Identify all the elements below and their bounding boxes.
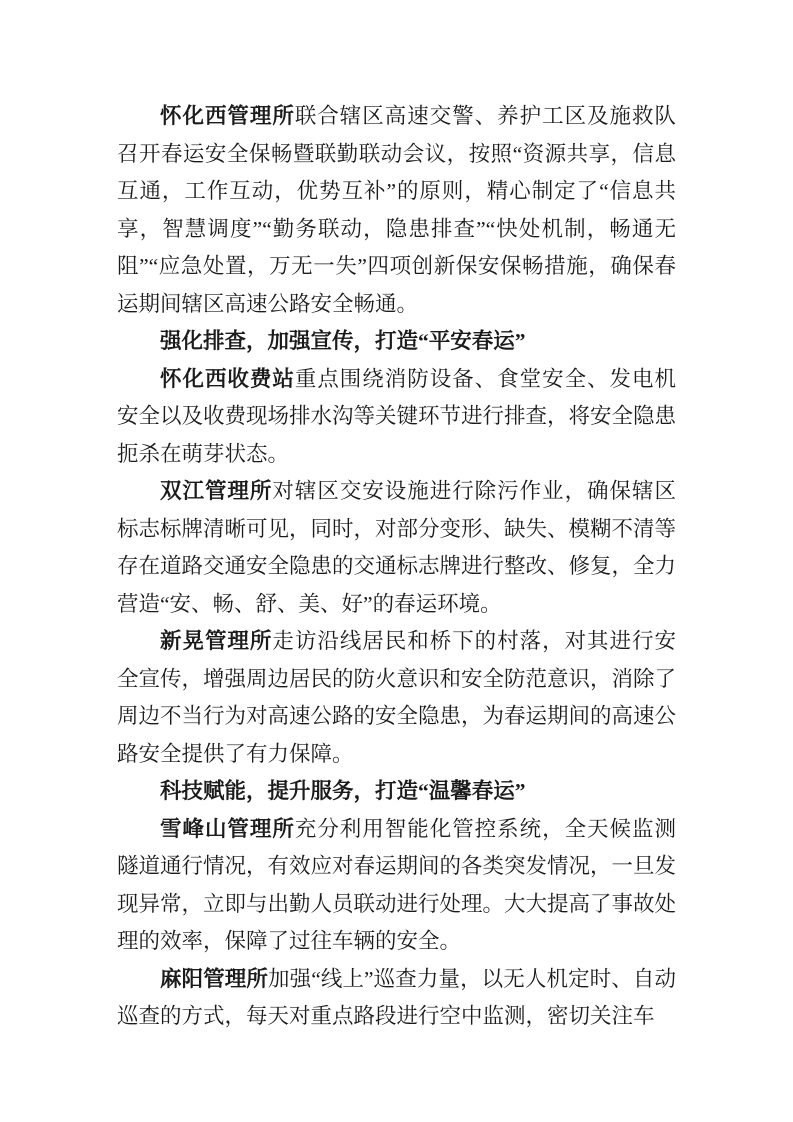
paragraph-lead: 新晃管理所 bbox=[160, 629, 273, 653]
paragraph-text: 对辖区交安设施进行除污作业，确保辖区标志标牌清晰可见，同时，对部分变形、缺失、模糊不清等存在道路交通安全隐患的交通标志牌进行整改、修复，全力营造“安、畅、舒、美、好”的春运环境。 bbox=[117, 479, 677, 616]
paragraph bbox=[117, 361, 676, 474]
paragraph bbox=[117, 961, 676, 1036]
paragraph bbox=[117, 98, 676, 323]
paragraph-lead: 雪峰山管理所 bbox=[160, 816, 295, 841]
paragraph-lead: 怀化西管理所 bbox=[160, 104, 295, 128]
paragraph-text: 走访沿线居民和桥下的村落，对其进行安全宣传，增强周边居民的防火意识和安全防范意识，消除了周边不当行为对高速公路的安全隐患，为春运期间的高速公路安全提供了有力保障。 bbox=[117, 629, 677, 766]
paragraph-text: 加强“线上”巡查力量，以无人机定时、自动巡查的方式，每天对重点路段进行空中监测，密切关注车 bbox=[117, 966, 676, 1028]
document-content bbox=[117, 98, 676, 1036]
paragraph-lead: 麻阳管理所 bbox=[160, 966, 268, 991]
section-heading: 强化排查，加强宣传，打造“平安春运” bbox=[160, 329, 526, 353]
paragraph bbox=[117, 811, 676, 961]
paragraph bbox=[117, 473, 676, 623]
paragraph-text: 联合辖区高速交警、养护工区及施救队召开春运安全保畅暨联勤联动会议，按照“资源共享，信息互通，工作互动，优势互补”的原则，精心制定了“信息共享，智慧调度”“勤务联动，隐患排查”“快处机制，畅通无阻”“应急处置，万无一失”四项创新保安保畅措施，确保春运期间辖区高速公路安全畅通。 bbox=[117, 104, 676, 316]
section-heading: 科技赋能，提升服务，打造“温馨春运” bbox=[160, 779, 526, 803]
paragraph-lead: 怀化西收费站 bbox=[160, 366, 295, 391]
paragraph bbox=[117, 623, 676, 773]
paragraph-text: 充分利用智能化管控系统，全天候监测隧道通行情况，有效应对春运期间的各类突发情况，一旦发现异常，立即与出勤人员联动进行处理。大大提高了事故处理的效率，保障了过往车辆的安全。 bbox=[117, 816, 677, 953]
paragraph-lead: 双江管理所 bbox=[160, 479, 273, 503]
paragraph-text: 重点围绕消防设备、食堂安全、发电机安全以及收费现场排水沟等关键环节进行排查，将安全隐患扼杀在萌芽状态。 bbox=[117, 366, 677, 466]
